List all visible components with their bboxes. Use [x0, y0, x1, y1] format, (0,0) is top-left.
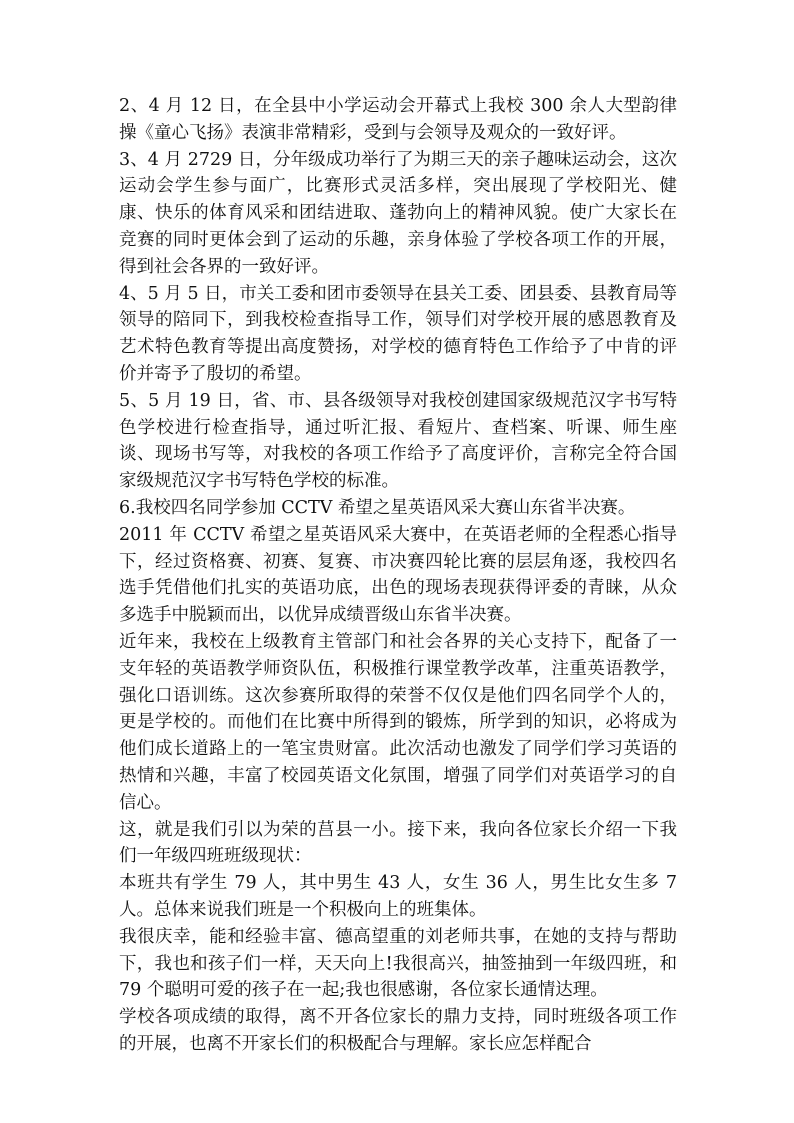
paragraph-parent-support: 学校各项成绩的取得，离不开各位家长的鼎力支持，同时班级各项工作的开展，也离不开家长们的积极配合与理解。家长应怎样配合: [119, 1007, 677, 1054]
paragraph-class-size: 本班共有学生 79 人，其中男生 43 人，女生 36 人，男生比女生多 7 人。总体来说我们班是一个积极向上的班集体。: [119, 873, 677, 920]
paragraph-english-contest: 2011 年 CCTV 希望之星英语风采大赛中，在英语老师的全程悉心指导下，经过资格赛、初赛、复赛、市决赛四轮比赛的层层角逐，我校四名选手凭借他们扎实的英语功底，出色的现场表现获得评委的青睐，从众多选手中脱颖而出，以优异成绩晋级山东省半决赛。: [119, 524, 677, 626]
paragraph-item-2-sports-meet: 2、4 月 12 日，在全县中小学运动会开幕式上我校 300 余人大型韵律操《童心飞扬》表演非常精彩，受到与会领导及观众的一致好评。: [119, 96, 677, 143]
document-body: [119, 93, 677, 1058]
paragraph-gratitude: 我很庆幸，能和经验丰富、德高望重的刘老师共事，在她的支持与帮助下，我也和孩子们一样，天天向上!我很高兴，抽签抽到一年级四班，和 79 个聪明可爱的孩子在一起;我也很感谢，各位家长通情达理。: [119, 926, 677, 1001]
paragraph-school-intro: 这，就是我们引以为荣的莒县一小。接下来，我向各位家长介绍一下我们一年级四班班级现状：: [119, 819, 677, 867]
paragraph-item-4-leader-inspection: 4、5 月 5 日，市关工委和团市委领导在县关工委、团县委、县教育局等领导的陪同下，到我校检查指导工作，领导们对学校开展的感恩教育及艺术特色教育等提出高度赞扬，对学校的德育特色工作给予了中肯的评价并寄予了殷切的希望。: [119, 283, 677, 384]
paragraph-item-5-writing-school: 5、5 月 19 日，省、市、县各级领导对我校创建国家级规范汉字书写特色学校进行检查指导，通过听汇报、看短片、查档案、听课、师生座谈、现场书写等，对我校的各项工作给予了高度评价，言称完全符合国家级规范汉字书写特色学校的标准。: [119, 390, 677, 492]
paragraph-item-6-heading: 6.我校四名同学参加 CCTV 希望之星英语风采大赛山东省半决赛。: [119, 497, 636, 518]
paragraph-item-3-family-games: 3、4 月 2729 日，分年级成功举行了为期三天的亲子趣味运动会，这次运动会学生参与面广，比赛形式灵活多样，突出展现了学校阳光、健康、快乐的体育风采和团结进取、蓬勃向上的精神风貌。使广大家长在竞赛的同时更体会到了运动的乐趣，亲身体验了学校各项工作的开展，得到社会各界的一致好评。: [119, 149, 677, 277]
paragraph-recent-years: 近年来，我校在上级教育主管部门和社会各界的关心支持下，配备了一支年轻的英语教学师资队伍，积极推行课堂教学改革，注重英语教学，强化口语训练。这次参赛所取得的荣誉不仅仅是他们四名同学个人的，更是学校的。而他们在比赛中所得到的锻炼，所学到的知识，必将成为他们成长道路上的一笔宝贵财富。此次活动也激发了同学们学习英语的热情和兴趣，丰富了校园英语文化氛围，增强了同学们对英语学习的自信心。: [119, 631, 677, 813]
